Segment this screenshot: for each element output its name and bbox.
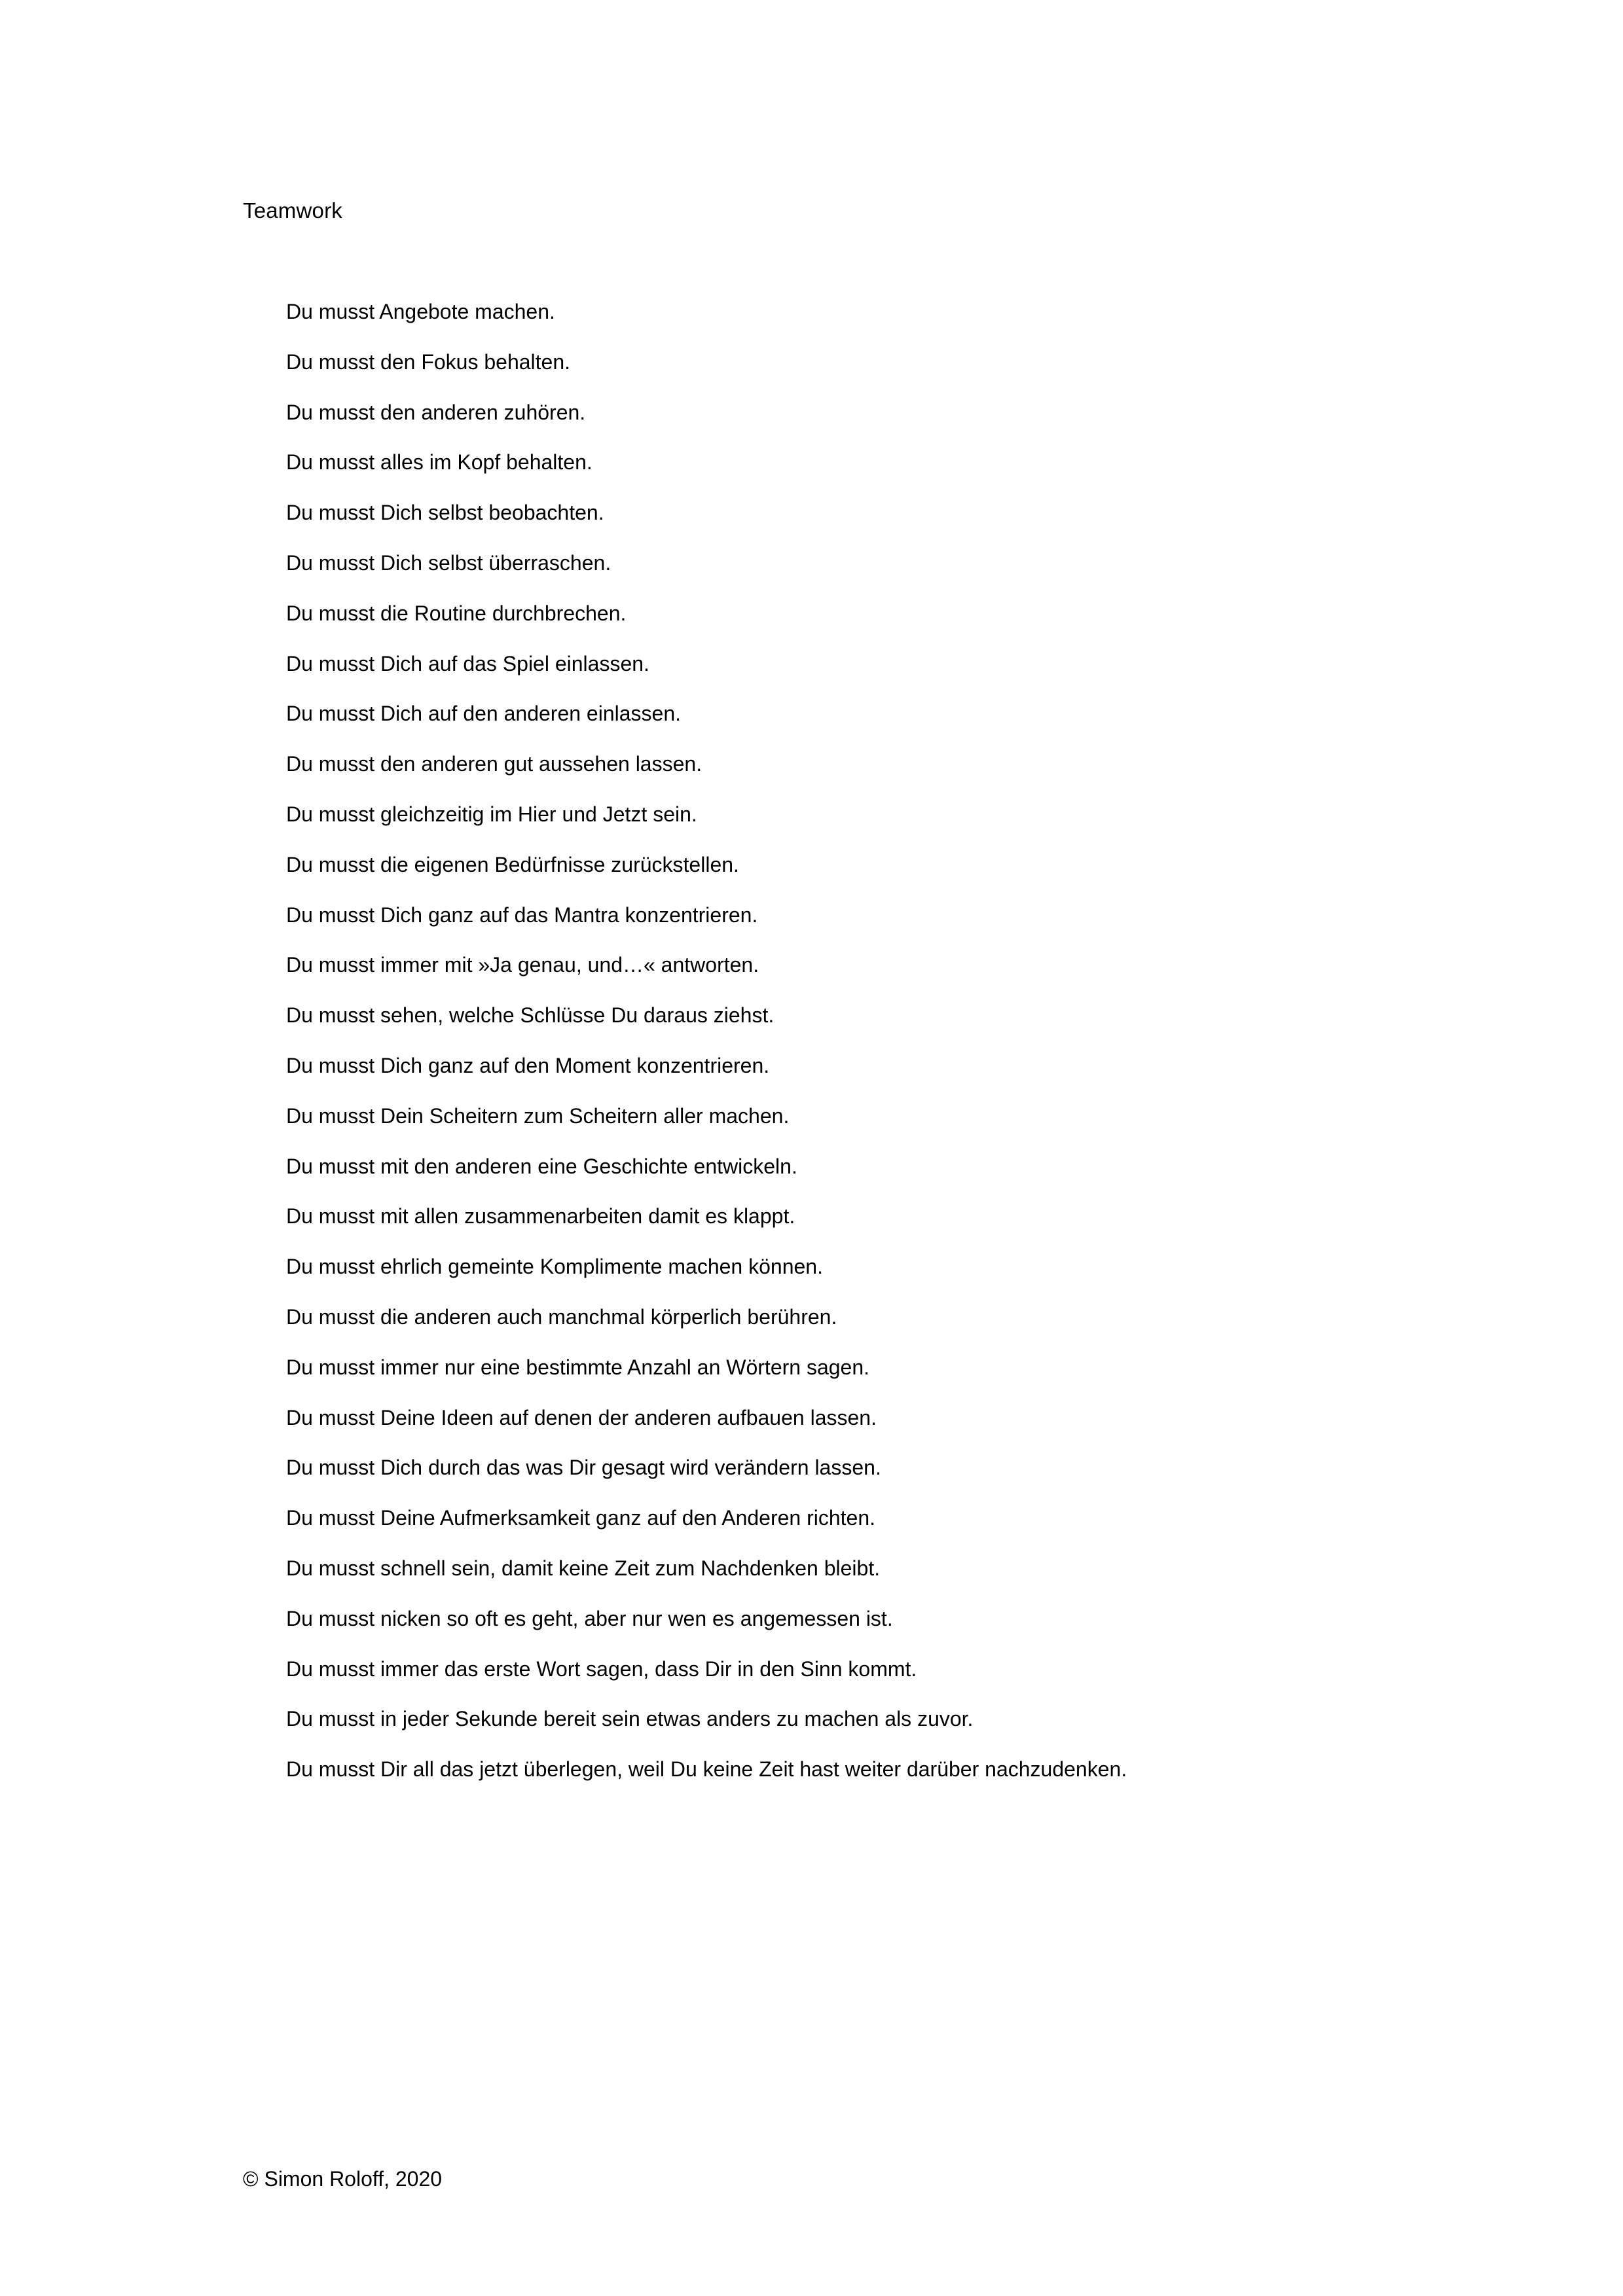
statement-line: Du musst den anderen gut aussehen lassen. — [286, 752, 702, 776]
statement-line: Du musst sehen, welche Schlüsse Du daraus ziehst. — [286, 1003, 775, 1028]
statement-line: Du musst Dich ganz auf den Moment konzentrieren. — [286, 1053, 770, 1077]
statement-line: Du musst Dich selbst beobachten. — [286, 501, 604, 525]
statement-line: Du musst Deine Aufmerksamkeit ganz auf den Anderen richten. — [286, 1506, 876, 1530]
statement-line: Du musst Dich selbst überraschen. — [286, 550, 611, 575]
copyright-notice: © Simon Roloff, 2020 — [243, 2167, 443, 2191]
statement-line: Du musst die anderen auch manchmal körperlich berühren. — [286, 1304, 837, 1329]
statement-line: Du musst alles im Kopf behalten. — [286, 450, 593, 475]
statement-line: Du musst den anderen zuhören. — [286, 400, 586, 424]
statement-line: Du musst nicken so oft es geht, aber nur wen es angemessen ist. — [286, 1606, 893, 1630]
statement-line: Du musst gleichzeitig im Hier und Jetzt sein. — [286, 802, 697, 826]
statement-line: Du musst die eigenen Bedürfnisse zurückstellen. — [286, 852, 739, 876]
statement-line: Du musst immer das erste Wort sagen, dass Dir in den Sinn kommt. — [286, 1657, 917, 1681]
statement-line: Du musst Dich auf das Spiel einlassen. — [286, 651, 649, 675]
statement-list — [286, 287, 1399, 1795]
statement-line: Du musst Dir all das jetzt überlegen, weil Du keine Zeit hast weiter darüber nachzudenken. — [286, 1757, 1127, 1782]
statement-line: Du musst schnell sein, damit keine Zeit zum Nachdenken bleibt. — [286, 1556, 881, 1580]
statement-line: Du musst Dein Scheitern zum Scheitern aller machen. — [286, 1103, 790, 1128]
statement-line: Du musst immer mit »Ja genau, und…« antworten. — [286, 953, 759, 977]
statement-line: Du musst den Fokus behalten. — [286, 350, 571, 374]
statement-line: Du musst mit allen zusammenarbeiten damit es klappt. — [286, 1204, 795, 1229]
statement-line: Du musst Dich auf den anderen einlassen. — [286, 702, 682, 726]
statement-line: Du musst immer nur eine bestimmte Anzahl an Wörtern sagen. — [286, 1355, 870, 1379]
statement-line: Du musst Dich ganz auf das Mantra konzentrieren. — [286, 903, 758, 927]
statement-line: Du musst Deine Ideen auf denen der anderen aufbauen lassen. — [286, 1405, 877, 1429]
statement-line: Du musst in jeder Sekunde bereit sein etwas anders zu machen als zuvor. — [286, 1707, 974, 1731]
statement-line: Du musst die Routine durchbrechen. — [286, 601, 627, 625]
statement-line: Du musst ehrlich gemeinte Komplimente machen können. — [286, 1255, 823, 1279]
statement-line: Du musst Angebote machen. — [286, 300, 555, 323]
page-title: Teamwork — [243, 198, 342, 223]
statement-line: Du musst mit den anderen eine Geschichte entwickeln. — [286, 1154, 797, 1178]
statement-line: Du musst Dich durch das was Dir gesagt wird verändern lassen. — [286, 1456, 881, 1480]
